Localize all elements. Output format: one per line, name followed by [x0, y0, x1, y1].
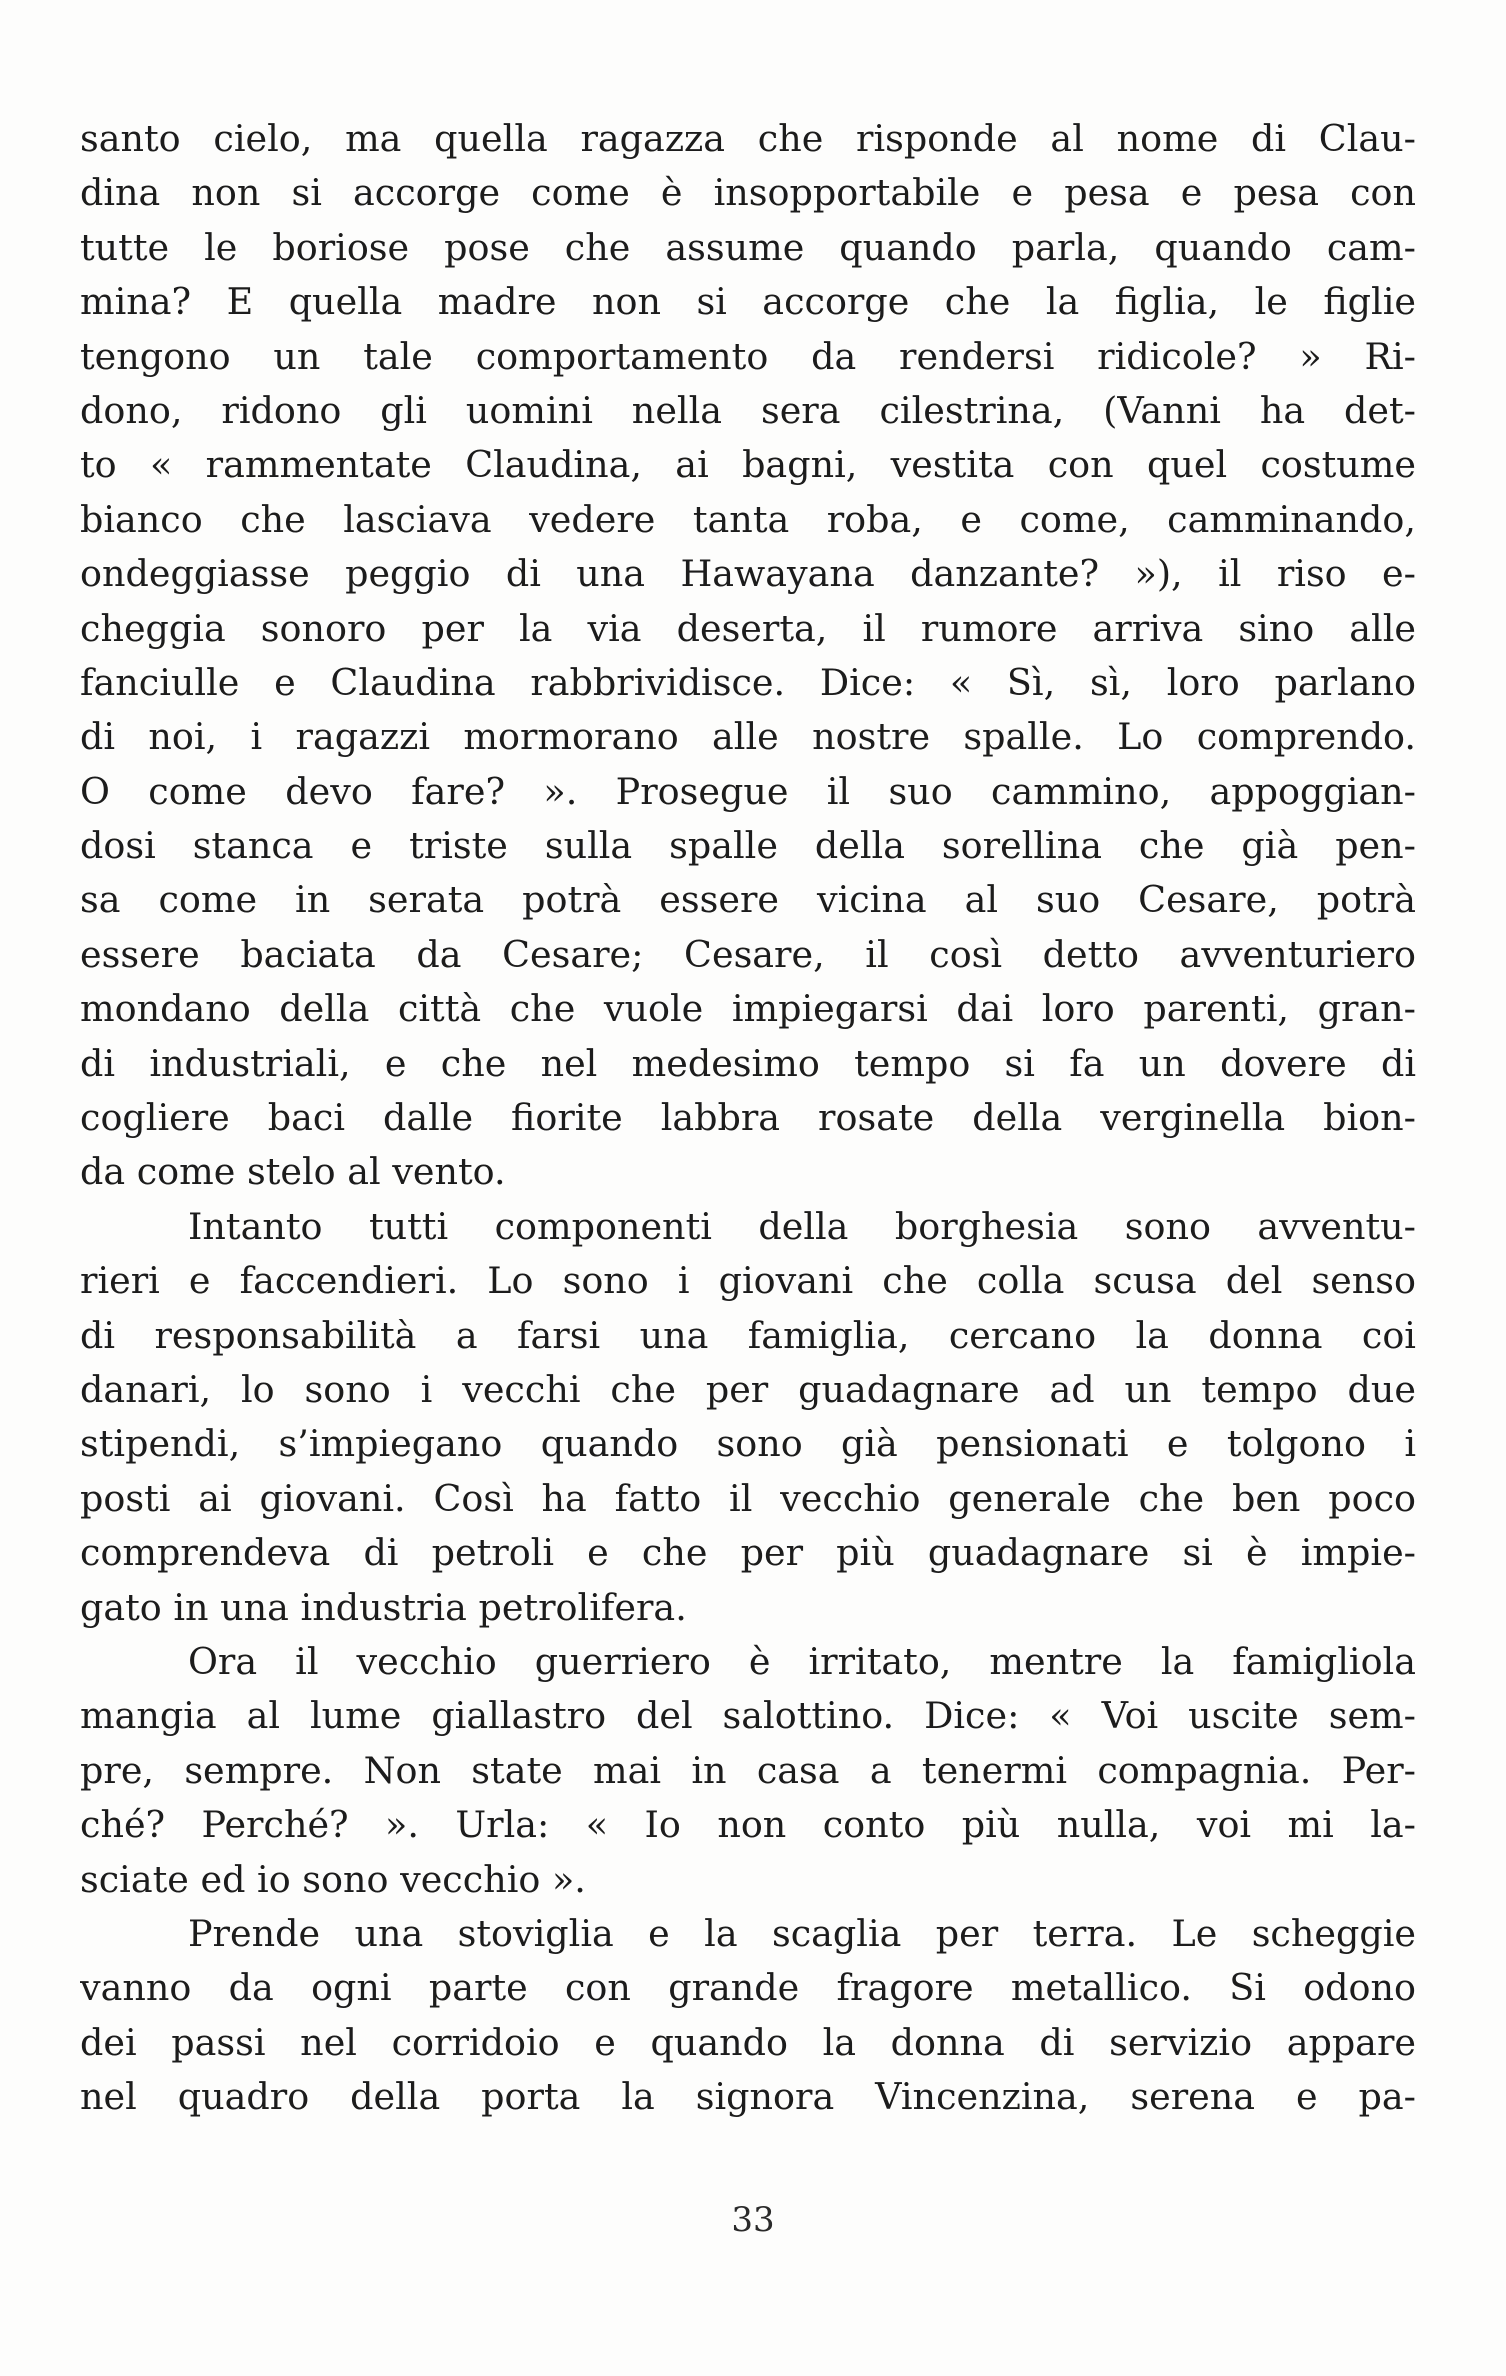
text-line: mondano della città che vuole impiegarsi dai loro parenti, gran-	[80, 987, 1416, 1031]
text-line: tengono un tale comportamento da rendersi ridicole? » Ri-	[80, 334, 1416, 378]
text-line: di noi, i ragazzi mormorano alle nostre spalle. Lo comprendo.	[80, 715, 1416, 759]
text-line: mangia al lume giallastro del salottino. Dice: « Voi uscite sem-	[80, 1694, 1416, 1738]
text-line: ché? Perché? ». Urla: « Io non conto più nulla, voi mi la-	[80, 1803, 1416, 1847]
text-line: O come devo fare? ». Prosegue il suo cammino, appoggian-	[80, 769, 1416, 813]
text-line: ondeggiasse peggio di una Hawayana danzante? »), il riso e-	[80, 552, 1416, 596]
text-line: da come stelo al vento.	[80, 1150, 506, 1194]
text-line: essere baciata da Cesare; Cesare, il così detto avventuriero	[80, 932, 1416, 976]
text-line: dei passi nel corridoio e quando la donna di servizio appare	[80, 2020, 1416, 2064]
text-line: tutte le boriose pose che assume quando parla, quando cam-	[80, 225, 1416, 269]
text-line: nel quadro della porta la signora Vincenzina, serena e pa-	[80, 2075, 1416, 2119]
body-text	[80, 112, 1416, 2124]
text-line: Ora il vecchio guerriero è irritato, mentre la famigliola	[188, 1639, 1416, 1683]
text-line: rieri e faccendieri. Lo sono i giovani che colla scusa del senso	[80, 1259, 1416, 1303]
text-line: posti ai giovani. Così ha fatto il vecchio generale che ben poco	[80, 1476, 1416, 1520]
page-number: 33	[731, 2200, 775, 2240]
text-line: fanciulle e Claudina rabbrividisce. Dice: « Sì, sì, loro parlano	[80, 660, 1416, 704]
text-line: sciate ed io sono vecchio ».	[80, 1857, 586, 1901]
text-line: dina non si accorge come è insopportabile e pesa e pesa con	[80, 171, 1416, 215]
text-line: cogliere baci dalle fiorite labbra rosate della verginella bion-	[80, 1096, 1416, 1140]
text-line: to « rammentate Claudina, ai bagni, vestita con quel costume	[80, 443, 1416, 487]
text-line: mina? E quella madre non si accorge che la figlia, le figlie	[80, 280, 1416, 324]
text-line: di responsabilità a farsi una famiglia, cercano la donna coi	[80, 1313, 1416, 1357]
text-line: sa come in serata potrà essere vicina al suo Cesare, potrà	[80, 878, 1416, 922]
text-line: cheggia sonoro per la via deserta, il rumore arriva sino alle	[80, 606, 1416, 650]
text-line: di industriali, e che nel medesimo tempo si fa un dovere di	[80, 1041, 1416, 1085]
text-line: Intanto tutti componenti della borghesia sono avventu-	[188, 1204, 1416, 1248]
text-line: gato in una industria petrolifera.	[80, 1585, 687, 1629]
text-line: pre, sempre. Non state mai in casa a tenermi compagnia. Per-	[80, 1748, 1416, 1792]
text-line: vanno da ogni parte con grande fragore metallico. Si odono	[80, 1966, 1416, 2010]
text-line: bianco che lasciava vedere tanta roba, e come, camminando,	[80, 497, 1416, 541]
text-line: dosi stanca e triste sulla spalle della sorellina che già pen-	[80, 824, 1416, 868]
text-line: stipendi, s’impiegano quando sono già pensionati e tolgono i	[80, 1422, 1416, 1466]
text-line: comprendeva di petroli e che per più guadagnare si è impie-	[80, 1531, 1416, 1575]
text-line: santo cielo, ma quella ragazza che risponde al nome di Clau-	[80, 117, 1416, 160]
text-line: dono, ridono gli uomini nella sera cilestrina, (Vanni ha det-	[80, 388, 1416, 432]
text-line: Prende una stoviglia e la scaglia per terra. Le scheggie	[188, 1911, 1416, 1955]
text-line: danari, lo sono i vecchi che per guadagnare ad un tempo due	[80, 1367, 1416, 1411]
